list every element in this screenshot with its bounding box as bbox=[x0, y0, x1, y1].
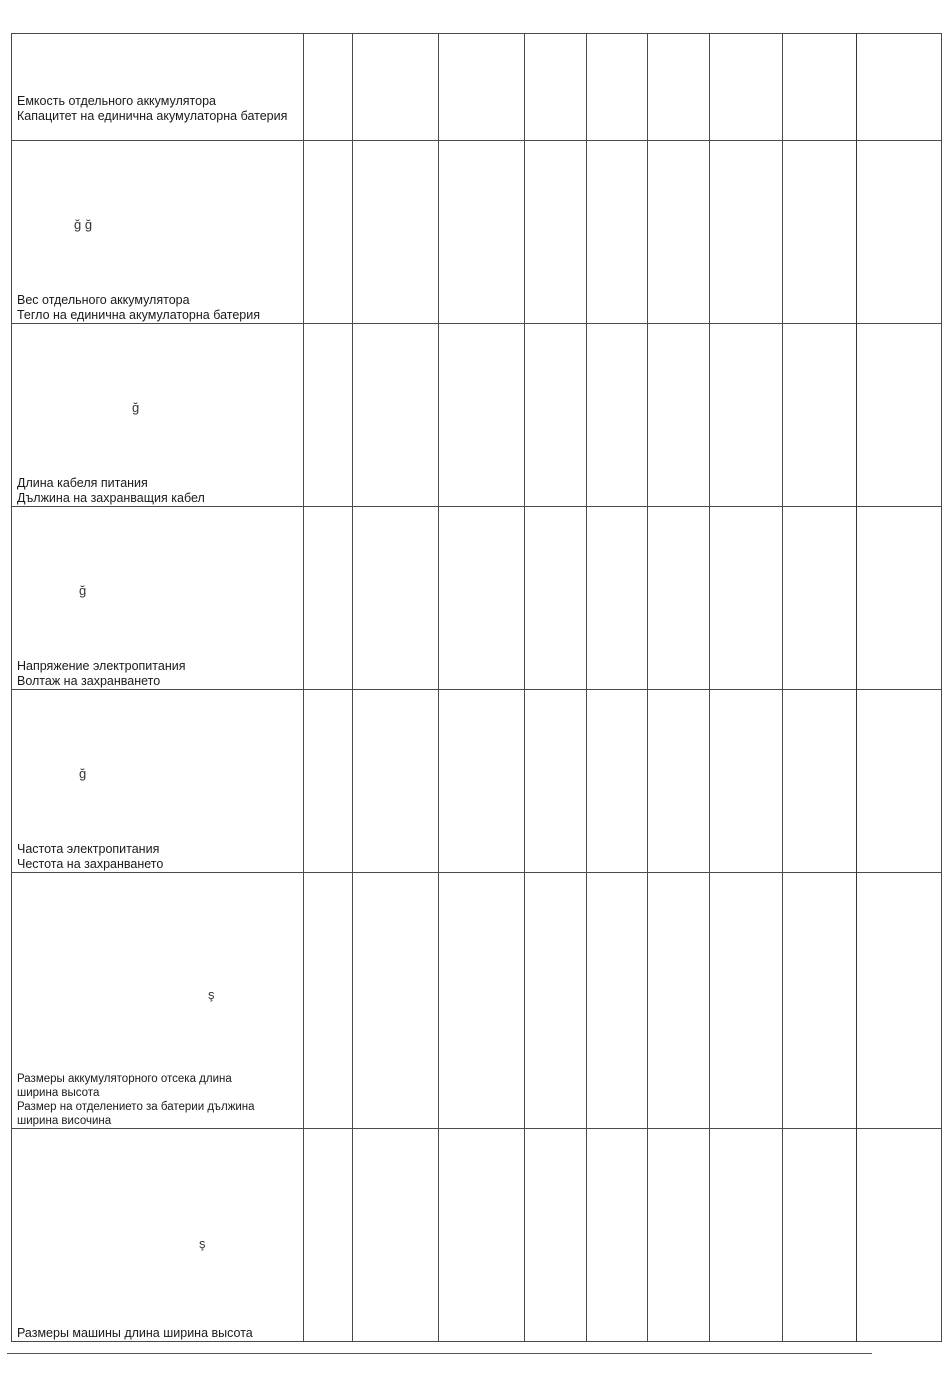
column-divider bbox=[11, 33, 12, 1342]
footer-rule bbox=[7, 1353, 872, 1354]
stray-glyph: ş bbox=[208, 987, 215, 1002]
column-divider bbox=[586, 33, 587, 1342]
column-divider bbox=[782, 33, 783, 1342]
label-ru: Частота электропитания bbox=[17, 842, 160, 856]
spec-table bbox=[11, 33, 942, 1342]
row-label-cable-length bbox=[17, 476, 297, 506]
label-ru: Емкость отдельного аккумулятора bbox=[17, 94, 216, 108]
label-ru: Вес отдельного аккумулятора bbox=[17, 293, 190, 307]
column-divider bbox=[524, 33, 525, 1342]
row-label-battery-weight bbox=[17, 293, 297, 323]
column-divider bbox=[647, 33, 648, 1342]
row-label-machine-size bbox=[17, 1326, 297, 1341]
stray-glyph: ğ ğ bbox=[74, 217, 93, 232]
row-divider bbox=[11, 323, 942, 324]
column-divider bbox=[856, 33, 857, 1342]
table-border-top bbox=[11, 33, 942, 34]
row-divider bbox=[11, 689, 942, 690]
column-divider bbox=[352, 33, 353, 1342]
label-bg: Волтаж на захранването bbox=[17, 674, 161, 688]
label-bg: Честота на захранването bbox=[17, 857, 164, 871]
column-divider bbox=[303, 33, 304, 1342]
column-divider bbox=[709, 33, 710, 1342]
label-ru: Напряжение электропитания bbox=[17, 659, 186, 673]
column-divider bbox=[438, 33, 439, 1342]
row-divider bbox=[11, 872, 942, 873]
stray-glyph: ğ bbox=[79, 766, 87, 781]
label-ru: Размеры аккумуляторного отсека длина ширина высота bbox=[17, 1073, 232, 1099]
stray-glyph: ğ bbox=[79, 583, 87, 598]
label-bg: Дължина на захранващия кабел bbox=[17, 491, 205, 505]
stray-glyph: ş bbox=[199, 1236, 206, 1251]
stray-glyph: ğ bbox=[132, 400, 140, 415]
row-label-supply-voltage bbox=[17, 659, 297, 689]
table-border-bottom bbox=[11, 1341, 942, 1342]
label-ru: Длина кабеля питания bbox=[17, 476, 148, 490]
row-divider bbox=[11, 1128, 942, 1129]
row-divider bbox=[11, 140, 942, 141]
row-label-battery-compartment-size bbox=[17, 1072, 267, 1128]
row-label-battery-capacity bbox=[17, 94, 297, 124]
row-divider bbox=[11, 506, 942, 507]
table-border-right bbox=[941, 33, 942, 1342]
label-bg: Капацитет на единична акумулаторна батерия bbox=[17, 109, 288, 123]
label-bg: Размер на отделението за батерии дължина ширина височина bbox=[17, 1101, 255, 1127]
label-bg: Тегло на единична акумулаторна батерия bbox=[17, 308, 260, 322]
row-label-supply-frequency bbox=[17, 842, 297, 872]
label-ru: Размеры машины длина ширина высота bbox=[17, 1326, 253, 1340]
